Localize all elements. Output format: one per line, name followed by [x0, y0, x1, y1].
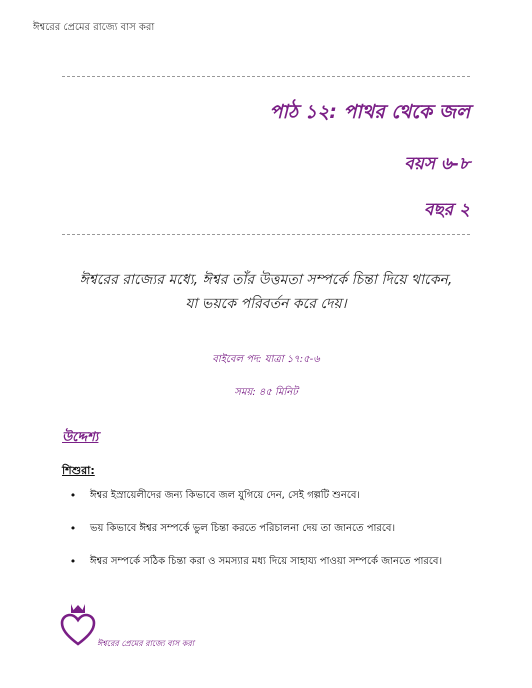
- footer-text: ঈশ্বরের প্রেমের রাজ্যে বাস করা: [97, 639, 195, 648]
- bullet-icon: •: [69, 522, 77, 535]
- objective-text: ঈশ্বর সম্পর্কে সঠিক চিন্তা করা ও সমস্যার মধ্য দিয়ে সাহায্য পাওয়া সম্পর্কে জানতে পারবে।: [90, 556, 443, 567]
- list-item: [62, 554, 482, 587]
- list-item: [62, 521, 482, 554]
- bottom-divider: [62, 234, 470, 235]
- bullet-icon: •: [69, 489, 77, 502]
- objectives-heading: উদ্দেশ্য: [62, 430, 99, 445]
- list-item: [62, 488, 482, 521]
- crown-heart-icon: [60, 602, 96, 646]
- objective-text: ভয় কিভাবে ঈশ্বর সম্পর্কে ভুল চিন্তা করতে পরিচালনা দেয় তা জানতে পারবে।: [90, 523, 396, 534]
- theme-line-1: ঈশ্বরের রাজ্যের মধ্যে, ঈশ্বর তাঁর উত্তমতা সম্পর্কে চিন্তা দিয়ে থাকেন,: [79, 272, 453, 288]
- lesson-theme: [62, 268, 470, 316]
- objective-text: ঈশ্বর ইস্রায়েলীদের জন্য কিভাবে জল যুগিয়ে দেন, সেই গল্পটি শুনবে।: [90, 490, 361, 501]
- children-label: শিশুরা:: [62, 464, 95, 477]
- scripture-reference: বাইবেল পদ: যাত্রা ১৭:৫-৬: [212, 354, 320, 365]
- age-range: বয়স ৬-৮: [404, 154, 470, 174]
- bullet-icon: •: [69, 555, 77, 568]
- theme-line-2: যা ভয়কে পরিবর্তন করে দেয়।: [185, 296, 347, 312]
- objectives-list: [62, 488, 482, 587]
- lesson-duration: সময়: ৪৫ মিনিট: [234, 387, 298, 398]
- lesson-title: পাঠ ১২: পাথর থেকে জল: [269, 101, 470, 123]
- curriculum-year: বছর ২: [423, 200, 470, 220]
- top-divider: [62, 76, 470, 77]
- running-header: ঈশ্বরের প্রেমের রাজ্যে বাস করা: [33, 22, 155, 33]
